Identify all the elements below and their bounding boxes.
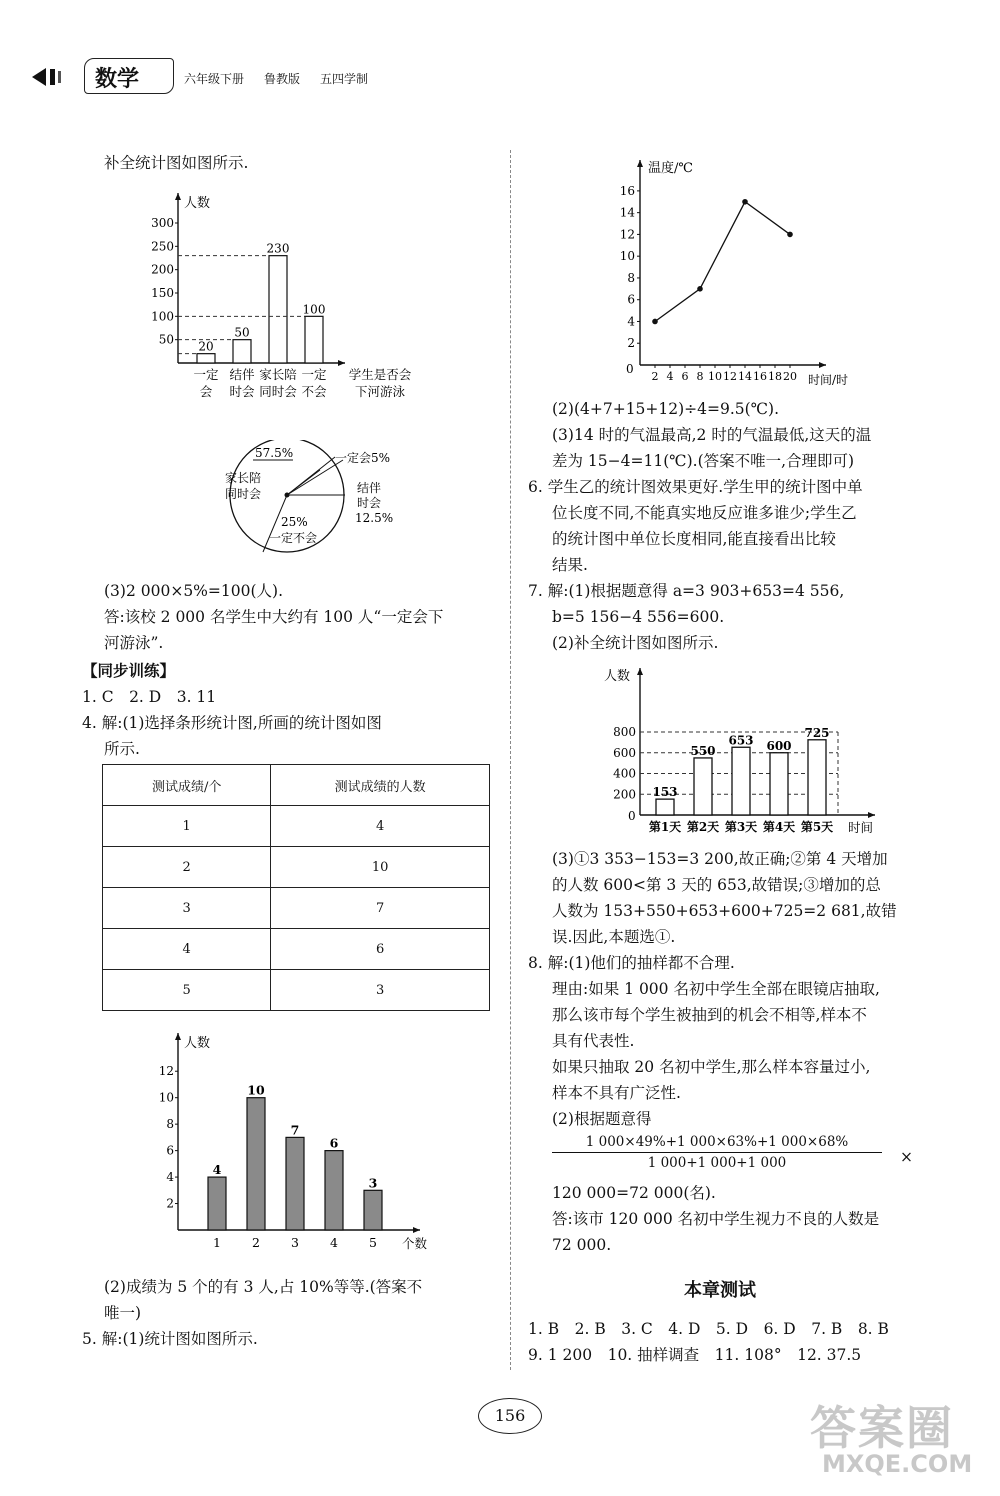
table-cell: 1	[103, 806, 271, 847]
x-tick-label: 第1天	[648, 820, 682, 834]
data-point	[787, 232, 793, 238]
y-axis-arrow-icon	[175, 1033, 181, 1040]
table-cell: 4	[271, 806, 490, 847]
test-answers-1: 1. B 2. B 3. C 4. D 5. D 6. D 7. B 8. B	[528, 1320, 889, 1338]
x-tick-label: 20	[783, 370, 797, 383]
q8-line-2: 理由:如果 1 000 名初中学生全部在眼镜店抽取,	[552, 980, 880, 998]
system-label: 五四学制	[320, 72, 369, 86]
section-heading: 【同步训练】	[82, 661, 176, 680]
x-tick-label: 4	[666, 370, 674, 383]
table-cell: 3	[271, 970, 490, 1011]
pie-center	[285, 493, 290, 498]
pie-label: 25%	[281, 515, 308, 529]
data-label: 600	[766, 738, 792, 753]
table-cell: 10	[271, 847, 490, 888]
y-axis-arrow-icon	[637, 160, 643, 167]
bar	[656, 799, 674, 815]
x-tick-label: 5	[369, 1235, 377, 1250]
pie-label: 家长陪	[225, 471, 262, 485]
table-header-row	[103, 765, 490, 806]
x-tick-label: 18	[768, 370, 782, 383]
q8-line-8: 120 000=72 000(名).	[552, 1184, 716, 1202]
q7-line-2: b=5 156−4 556=600.	[552, 608, 725, 626]
x-tick-label: 4	[330, 1235, 338, 1250]
data-point	[652, 319, 658, 325]
q7-p3-4: 误.因此,本题选①.	[552, 928, 676, 946]
x-tick-label: 结伴	[229, 367, 255, 382]
series-line	[655, 202, 790, 322]
pie-label: 一定会5%	[335, 451, 391, 465]
p3-calc: (3)2 000×5%=100(人).	[104, 582, 283, 600]
q6-line-2: 位长度不同,不能真实地反应谁多谁少;学生乙	[552, 504, 857, 522]
y-tick-label: 12	[158, 1064, 174, 1079]
x-tick-label: 12	[723, 370, 737, 383]
bar	[364, 1190, 382, 1230]
table-header-cell: 测试成绩的人数	[271, 765, 490, 806]
q8-line-10: 72 000.	[552, 1236, 612, 1254]
chart-survey-bar	[140, 185, 440, 410]
y-tick-label: 8	[166, 1117, 174, 1132]
answers-1-3: 1. C 2. D 3. 11	[82, 688, 217, 706]
x-tick-label: 8	[696, 370, 704, 383]
y-tick-label: 10	[158, 1090, 174, 1105]
chart-temperature-line	[618, 155, 878, 390]
x-axis-arrow-icon	[338, 360, 345, 366]
bar	[808, 740, 826, 815]
y-tick-label: 400	[613, 766, 636, 781]
page-header	[28, 58, 988, 98]
y-axis-label: 人数	[184, 196, 211, 211]
x-tick-label: 2	[651, 370, 659, 383]
q7-p3-2: 的人数 600<第 3 天的 653,故错误;③增加的总	[552, 876, 881, 894]
y-tick-label: 600	[613, 745, 636, 760]
y-tick-label: 200	[613, 787, 636, 802]
x-axis-arrow-icon	[868, 812, 875, 818]
bar	[305, 316, 323, 363]
x-tick-label: 第2天	[686, 820, 720, 834]
q8-line-9: 答:该市 120 000 名初中学生视力不良的人数是	[552, 1210, 880, 1228]
edition-label: 鲁教版	[264, 72, 301, 86]
data-label: 7	[290, 1122, 300, 1138]
y-tick-label: 300	[151, 216, 174, 230]
data-label: 6	[329, 1135, 339, 1151]
data-label: 10	[247, 1082, 265, 1098]
x-tick-label: 2	[252, 1235, 260, 1250]
data-label: 230	[266, 241, 290, 256]
y-axis-arrow-icon	[175, 193, 181, 200]
y-tick-label: 14	[619, 205, 635, 220]
x-tick-label: 14	[738, 370, 752, 383]
y-axis-label: 人数	[184, 1036, 211, 1051]
q4-p2-line-2: 唯一)	[104, 1304, 142, 1322]
y-tick-label: 12	[619, 227, 635, 242]
q5-text: 5. 解:(1)统计图如图所示.	[82, 1330, 258, 1348]
x-axis-label: 下河游泳	[354, 384, 406, 399]
x-tick-label: 家长陪	[259, 367, 297, 382]
y-tick-label: 6	[627, 292, 635, 307]
table-header-cell: 测试成绩/个	[103, 765, 271, 806]
bar	[208, 1177, 226, 1230]
y-tick-label: 6	[166, 1143, 174, 1158]
x-tick-label: 一定	[193, 367, 219, 382]
bar	[269, 256, 287, 363]
bar	[286, 1137, 304, 1230]
x-tick-label: 6	[681, 370, 689, 383]
temp-p3-1: (3)14 时的气温最高,2 时的气温最低,这天的温	[552, 426, 872, 444]
bar	[694, 758, 712, 815]
bar	[770, 753, 788, 815]
table-cell: 4	[103, 929, 271, 970]
x-axis-label: 学生是否会	[348, 367, 412, 382]
bar	[325, 1151, 343, 1230]
table-cell: 3	[103, 888, 271, 929]
q7-p3-3: 人数为 153+550+653+600+725=2 681,故错	[552, 902, 897, 920]
data-label: 4	[212, 1162, 222, 1178]
data-label: 550	[690, 743, 716, 758]
bar	[732, 747, 750, 815]
fraction	[552, 1134, 882, 1171]
fraction-numerator: 1 000×49%+1 000×63%+1 000×68%	[585, 1134, 849, 1150]
x-tick-label: 16	[753, 370, 767, 383]
data-label: 20	[198, 339, 214, 354]
chart-survey-pie	[215, 440, 405, 570]
temp-p3-2: 差为 15−4=11(℃).(答案不唯一,合理即可)	[552, 452, 855, 470]
book-label: 六年级下册	[184, 72, 245, 86]
x-tick-label: 一定	[301, 367, 327, 382]
y-tick-label: 10	[619, 249, 635, 264]
y-tick-label: 800	[613, 725, 636, 739]
q7-line-1: 7. 解:(1)根据题意得 a=3 903+653=4 556,	[528, 582, 845, 600]
x-axis-label: 个数	[402, 1236, 428, 1251]
y-tick-label: 2	[627, 336, 635, 351]
intro-text: 补全统计图如图所示.	[104, 154, 249, 172]
q8-line-6: 样本不具有广泛性.	[552, 1084, 681, 1102]
bar	[247, 1098, 265, 1230]
y-tick-label: 200	[151, 262, 174, 277]
data-point	[742, 199, 748, 205]
x-axis-arrow-icon	[413, 1227, 420, 1233]
y-axis-label: 温度/℃	[648, 161, 693, 176]
table-row	[103, 847, 490, 888]
fraction-times-sign: ×	[900, 1148, 913, 1166]
q6-line-4: 结果.	[552, 556, 588, 574]
pie-label: 结伴	[357, 481, 382, 495]
test-answers-2: 9. 1 200 10. 抽样调查 11. 108° 12. 37.5	[528, 1346, 862, 1364]
y-tick-label: 2	[166, 1196, 174, 1211]
x-tick-label: 同时会	[259, 384, 297, 399]
q8-line-1: 8. 解:(1)他们的抽样都不合理.	[528, 954, 735, 972]
x-tick-label: 第3天	[724, 820, 758, 834]
header-arrow-icon	[28, 62, 78, 92]
x-tick-label: 不会	[301, 384, 327, 399]
x-tick-label: 1	[213, 1235, 221, 1250]
x-tick-label: 会	[199, 384, 213, 399]
column-divider	[510, 150, 511, 1370]
origin-label: 0	[626, 362, 634, 376]
q8-line-5: 如果只抽取 20 名初中学生,那么样本容量过小,	[552, 1058, 871, 1076]
y-tick-label: 150	[151, 286, 174, 300]
y-tick-label: 16	[619, 183, 635, 198]
p3-answer-2: 河游泳”.	[104, 634, 164, 652]
watermark-logo: 答案圈	[810, 1401, 954, 1455]
x-tick-label: 第5天	[800, 820, 834, 834]
data-label: 100	[302, 302, 326, 317]
data-label: 725	[804, 725, 830, 740]
y-axis-label: 人数	[604, 669, 631, 684]
q4-line-2: 所示.	[104, 740, 140, 758]
table-cell: 6	[271, 929, 490, 970]
score-table	[102, 764, 490, 1011]
y-tick-label: 4	[627, 314, 635, 329]
q8-line-7: (2)根据题意得	[552, 1110, 652, 1128]
pie-label: 一定不会	[269, 531, 318, 545]
table-row	[103, 929, 490, 970]
data-label: 50	[234, 325, 250, 340]
q7-p3-1: (3)①3 353−153=3 200,故正确;②第 4 天增加	[552, 850, 888, 868]
x-tick-label: 第4天	[762, 820, 796, 834]
fraction-denominator: 1 000+1 000+1 000	[647, 1155, 787, 1171]
chart-visitor-bar	[600, 660, 890, 840]
origin-label: 0	[628, 809, 636, 823]
table-row	[103, 888, 490, 929]
x-tick-label: 3	[291, 1235, 299, 1250]
y-axis-arrow-icon	[637, 668, 643, 675]
table-cell: 2	[103, 847, 271, 888]
pie-label: 57.5%	[255, 446, 294, 460]
q8-line-4: 具有代表性.	[552, 1032, 635, 1050]
q6-line-3: 的统计图中单位长度相同,能直接看出比较	[552, 530, 836, 548]
q7-line-3: (2)补全统计图如图所示.	[552, 634, 719, 652]
data-label: 3	[368, 1175, 378, 1191]
y-tick-label: 8	[627, 270, 635, 285]
table-cell: 5	[103, 970, 271, 1011]
y-tick-label: 250	[151, 239, 174, 254]
x-tick-label: 10	[708, 370, 722, 383]
pie-label: 12.5%	[355, 511, 394, 525]
bar	[233, 340, 251, 363]
temp-p2: (2)(4+7+15+12)÷4=9.5(℃).	[552, 400, 780, 418]
y-tick-label: 4	[166, 1170, 174, 1185]
chapter-test-heading: 本章测试	[684, 1280, 756, 1301]
pie-label: 时会	[357, 496, 382, 510]
data-label: 153	[652, 785, 678, 800]
table-row	[103, 806, 490, 847]
x-tick-label: 时会	[229, 384, 255, 399]
x-axis-arrow-icon	[819, 362, 826, 368]
page-number: 156	[478, 1398, 542, 1434]
table-cell: 7	[271, 888, 490, 929]
chart-score-bar	[140, 1025, 440, 1260]
watermark-url: MXQE.COM	[822, 1450, 973, 1478]
y-tick-label: 50	[158, 332, 174, 347]
x-axis-label: 时间	[848, 820, 874, 835]
q4-line-1: 4. 解:(1)选择条形统计图,所画的统计图如图	[82, 714, 382, 732]
x-axis-label: 时间/时	[808, 373, 849, 387]
q6-line-1: 6. 学生乙的统计图效果更好.学生甲的统计图中单	[528, 478, 863, 496]
data-label: 653	[728, 733, 754, 748]
q8-line-3: 那么该市每个学生被抽到的机会不相等,样本不	[552, 1006, 867, 1024]
q4-p2-line-1: (2)成绩为 5 个的有 3 人,占 10%等等.(答案不	[104, 1278, 423, 1296]
subject-badge	[84, 58, 174, 94]
pie-label: 同时会	[225, 487, 262, 501]
data-point	[697, 286, 703, 292]
p3-answer-1: 答:该校 2 000 名学生中大约有 100 人“一定会下	[104, 608, 444, 626]
bar	[197, 354, 215, 363]
table-row	[103, 970, 490, 1011]
subject-label: 数学	[95, 67, 140, 92]
y-tick-label: 100	[151, 309, 174, 324]
